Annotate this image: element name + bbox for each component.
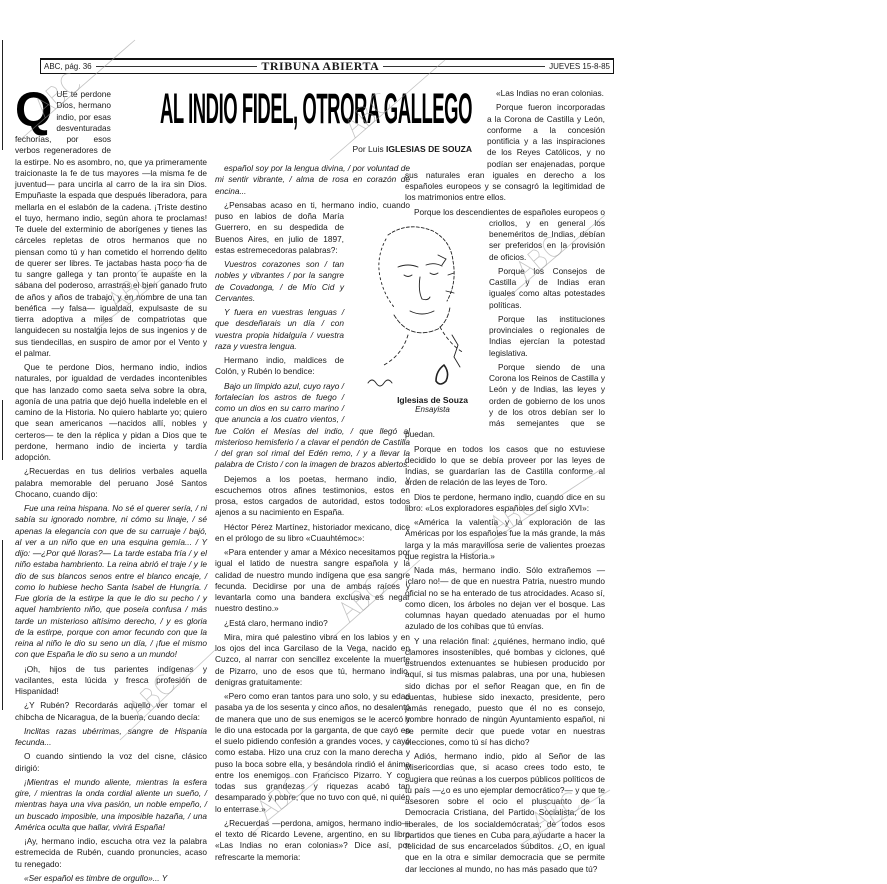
paragraph: Y fuera en vuestras lenguas / que desdeñarais un día / con vuestra propia hidalguía / vuestra raza y vuestra lengua. [215,307,344,351]
caption-name: Iglesias de Souza [397,395,468,405]
wrap-spacer [405,88,487,159]
paragraph: Porque las instituciones provinciales o regionales de Indias ejercían la potestad legislativa. [489,313,605,358]
paragraph: UE te perdone Dios, hermano indio, por esas desventuradas fechorías, por esos verbos regeneradores de la estirpe. No es asombro, no, que ya primeramente traicionaste la fe de tus mayores —la misma fe de juventud— para uncirla al carro de la ira sin Dios. Empuñaste la espada que después liberadora, para mellarla en el eslabón de la cadena. ¡Triste destino el tuyo, hermano indio, según ahora te proclamas! Te duele del exterminio de aborígenes y tienes las cárceles repletas de otros hermanos que no piensan como tú y han cometido el horrendo delito de querer ser libres. Te jactabas hasta poco ha de tu sangre gallega y tan pronto te aupaste en la sábana del poderoso, arrastras el bien ganado fruto de años y años de trabajo, y en nombre de una tan benéfica —y falsa— igualdad, expulsaste de su tierra adoptiva a miles de compatriotas que languidecen su nostalgia lejos de sus ingenios y de sus tiendecillas, en suspiro de amor por el Vento y el palmar. [15,89,207,358]
drop-cap: Q [15,84,53,137]
paragraph: Mira, mira qué palestino vibra en los labios y en los ojos del inca Garcilaso de la Vega, nacido en Cuzco, al narrar con sencillez excelente la muerte de Pizarro, uno de esos que tú, hermano indio, denigras gratuitamente: [215,631,410,687]
issue-date: JUEVES 15-8-85 [549,62,610,71]
scan-edge [2,400,3,460]
header-rule [96,66,258,67]
paragraph: Porque siendo de una Corona los Reinos de Castilla y León y de Indias, las leyes y orden de gobierno de los unos y de los otros debían ser lo más semejantes que se puedan. [405,361,605,440]
article-column-3 [405,88,605,874]
paragraph: ¿Y Rubén? Recordarás aquello ver tomar el chibcha de Nicaragua, de la buena, cuando decía: [15,700,207,722]
paragraph: Fue una reina hispana. No sé el querer sería, / ni sabía su ignorado nombre, ni cómo su linaje, / sé apenas la elegancia con que de su carruaje / bajó, al ver a un niño que en una esquina gemía... / Y dijo: —¿Por qué lloras?— La tarde estaba fría / y el niño estaba hambriento. La reina abrió el traje / y le dio de sus blancos senos entre el blanco encaje, / como lo hubiese hecho Santa Isabel de Hungría. / Fue gloria de la estirpe la que le dio su pecho / y aquel hambriento niño, que poseía confusa / más tarde un misterioso altísimo derecho, / y es gloria de la estirpe, porque con amor fecundo con que la reina al niño le dio su seno un día, / ¡fue el mismo con que España le dio su seno a un mundo! [15,503,207,660]
scan-edge [2,40,3,150]
paragraph: ¡Mientras el mundo aliente, mientras la esfera gire, / mientras la onda cordial aliente un sueño, / mientras haya una viva pasión, un noble empeño, / un buscado imposible, una imposible hazaña, / una América oculta que hallar, vivirá España! [15,776,207,832]
column-1-text [15,84,207,884]
header-rule [383,66,545,67]
paragraph: Dejemos a los poetas, hermano indio, y escuchemos otros afines testimonios, estos en prosa, estos cargados de autoridad, estos todos ajenos a su nacimiento en España. [215,473,410,518]
column-3-text [405,88,605,875]
paragraph: «Las Indias no eran colonias. [496,88,604,98]
headline-text: AL INDIO FIDEL, OTRORA GALLEGO [160,85,472,133]
paragraph: Adiós, hermano indio, pido al Señor de las Misericordias que, si acaso crees todo esto, te sugiera que reúnas a los cuerpos públicos políticos de tu país —¿o es uno ejemplar democrático?— y que te asesoren sobre el ocio el pluscuanto de la Democracia Cristiana, del Partido Socialista, de los liberales, de los socialdemócratas, de todos esos partidos que tienes en Cuba para ayudarte a hacer la felicidad de sus encarcelados súbditos. ¿O, en igual que en la otra e similar democracia que se permite dar lecciones al mundo, no has más pasado que tú? [405,751,605,874]
paragraph: Bajo un límpido azul, cuyo rayo / fortalecían los astros de fuego / como un dios en su carro marino / que anuncia a los cuatro vientos, / fue Colón el Mesías del indio, / que llegó al misterioso hemisferio / a clavar el pendón de Castilla / del gran sol rimal del Edén remo, / y a llevar la palabra de Cristo / con la imagen de brazos abiertos. [215,380,410,470]
author-portrait-sketch [348,215,478,393]
wrap-spacer [111,89,207,146]
paragraph: Y una relación final: ¿quiénes, hermano indio, qué clamores insostenibles, qué bombas y ciclones, qué estruendos extenuantes se hubiesen producido por aquí, si tus mismas palabras, una por una, hubiesen sido dichas por el señor Reagan que, en fin de cuentas, hubiese sido inexacto, presidente, pero jamás renegado, puesto que él no es consejo, hombre honrado de ningún Ayuntamiento español, ni se permite decir que puede votar en nuestras elecciones, como tú sí has dicho? [405,635,605,747]
byline-prefix: Por Luis [352,144,384,154]
photo-caption [380,395,485,415]
paragraph: Que te perdone Dios, hermano indio, indios naturales, por igualdad de verdades incontenibles que has lanzado como saeta selva sobre la obra, agonía de una patria que dejó huella indeleble en el camino de la Historia. No quiero hablarte yo; quiero que sean americanos —nacidos allí, nobles y certeros— te den la réplica y pidan a Dios que te perdone, hermano indio de incierta y tardía adopción. [15,362,207,462]
paragraph: «Para entender y amar a México necesitamos por igual el latido de nuestra sangre española y la calidad de nuestro mundo indígena que esa sangre fecunda. Decidirse por una de ambas raíces y levantarla como una bandera exclusiva es negar nuestro destino.» [215,547,410,614]
paragraph: Porque los descendientes de españoles europeos o criollos, y en general los beneméritos de Indias, debían ser preferidos en la provisión de oficios. [414,206,605,262]
paragraph: ¿Pensabas acaso en ti, hermano indio, cuando puso en labios de doña María Guerrero, en su despedida de Buenos Aires, en julio de 1897, estas estremecedoras palabras?: [215,199,410,255]
paragraph: O cuando sintiendo la voz del cisne, clásico dirigió: [15,751,207,773]
byline-author: IGLESIAS DE SOUZA [386,144,472,154]
paragraph: Dios te perdone, hermano indio, cuando dice en su libro: «Los exploradores españoles del siglo XVI»: [405,491,605,513]
paragraph: «Pero como eran tantos para uno solo, y su edad pasaba ya de los sesenta y cinco años, no desalentó de manera que uno de sus enemigos se le acercó y le dio una estocada por la garganta, de que cayó en el suelo pidiendo confesión a grandes voces, y cayó como estaba. Hizo una cruz con la mano derecha y puso la boca sobre ella, y besándola rindió el ánima entre los enemigos con Francisco Pizarro. Y con todas sus grandezas y riquezas acabó tan desamparado y pobre, que no tuvo con qué, ni quién lo enterrase.» [215,691,410,814]
paragraph: Héctor Pérez Martínez, historiador mexicano, dice en el prólogo de su libro «Cuauhtémoc»: [215,521,410,543]
section-title: TRIBUNA ABIERTA [261,59,380,73]
paragraph: ¡Oh, hijos de tus parientes indígenas y vacilantes, esta lúcida y fresca profesión de Hispanidad! [15,663,207,696]
paragraph: «Ser español es timbre de orgullo»... Y [24,872,168,883]
paragraph: Nada más, hermano indio. Sólo extrañemos —¡claro no!— de que en nuestra Patria, nuestro mundo oficial no se ha enterado de tus atrocidades. Acaso sí, como dicen, los árboles no dejan ver el bosque. Las columnas hayan quedado atenuadas por el humo azulado de los cohibas que tú envías. [405,565,605,632]
paragraph: ¡Ay, hermano indio, escucha otra vez la palabra estremecida de Rubén, cuando pronuncies, acaso tu renegado: [15,836,207,869]
paragraph: ¿Recuerdas —perdona, amigos, hermano indio— el texto de Ricardo Levene, argentino, en su libro «Las Indias no eran colonias»? Dice así, por refrescarte la memoria: [215,817,410,862]
paragraph: Porque en todos los casos que no estuviese decidido lo que se debía proveer por las leyes de Indias, se guardarían las de Castilla conforme al orden de relación de las leyes de Toro. [405,443,605,488]
paragraph: ¿Está claro, hermano indio? [224,617,328,628]
paragraph: Vuestros corazones son / tan nobles y vibrantes / por la sangre de Covadonga, / de Mío Cid y Cervantes. [215,259,344,303]
paragraph: español soy por la lengua divina, / por voluntad de mi sentir vibrante, / alma de rosa en corazón de encina... [215,163,410,196]
paragraph: ¿Recuerdas en tus delirios verbales aquella palabra memorable del peruano José Santos Chocano, cuando dijo: [15,466,207,499]
paragraph: Inclitas razas ubérrimas, sangre de Hispania fecunda... [15,725,207,747]
article-column-1 [15,84,207,883]
paragraph: «América la valentía y la exploración de las Américas por los españoles fue la más grande, la más larga y la más maravillosa serie de valientes proezas que registra la Historia.» [405,517,605,561]
artist-signature [368,380,392,386]
paragraph: Porque los Consejos de Castilla y de Indias eran iguales como altas potestades políticas. [489,265,605,310]
section-header-bar [40,58,614,74]
paragraph: Porque fueron incorporadas a la Corona de Castilla y León, conforme a la concesión pontificia y a las inspiraciones de los Reyes Católicos, y no podían ser enajenadas, porque sus naturales eran iguales en derecho a los españoles europeos y se consagró la legitimidad de los matrimonios entre ellos. [405,102,605,203]
page-reference: ABC, pág. 36 [44,62,92,71]
paragraph: Hermano indio, maldices de Colón, y Rubén lo bendice: [215,355,344,377]
caption-role: Ensayista [415,405,450,414]
scan-edge [2,540,3,710]
